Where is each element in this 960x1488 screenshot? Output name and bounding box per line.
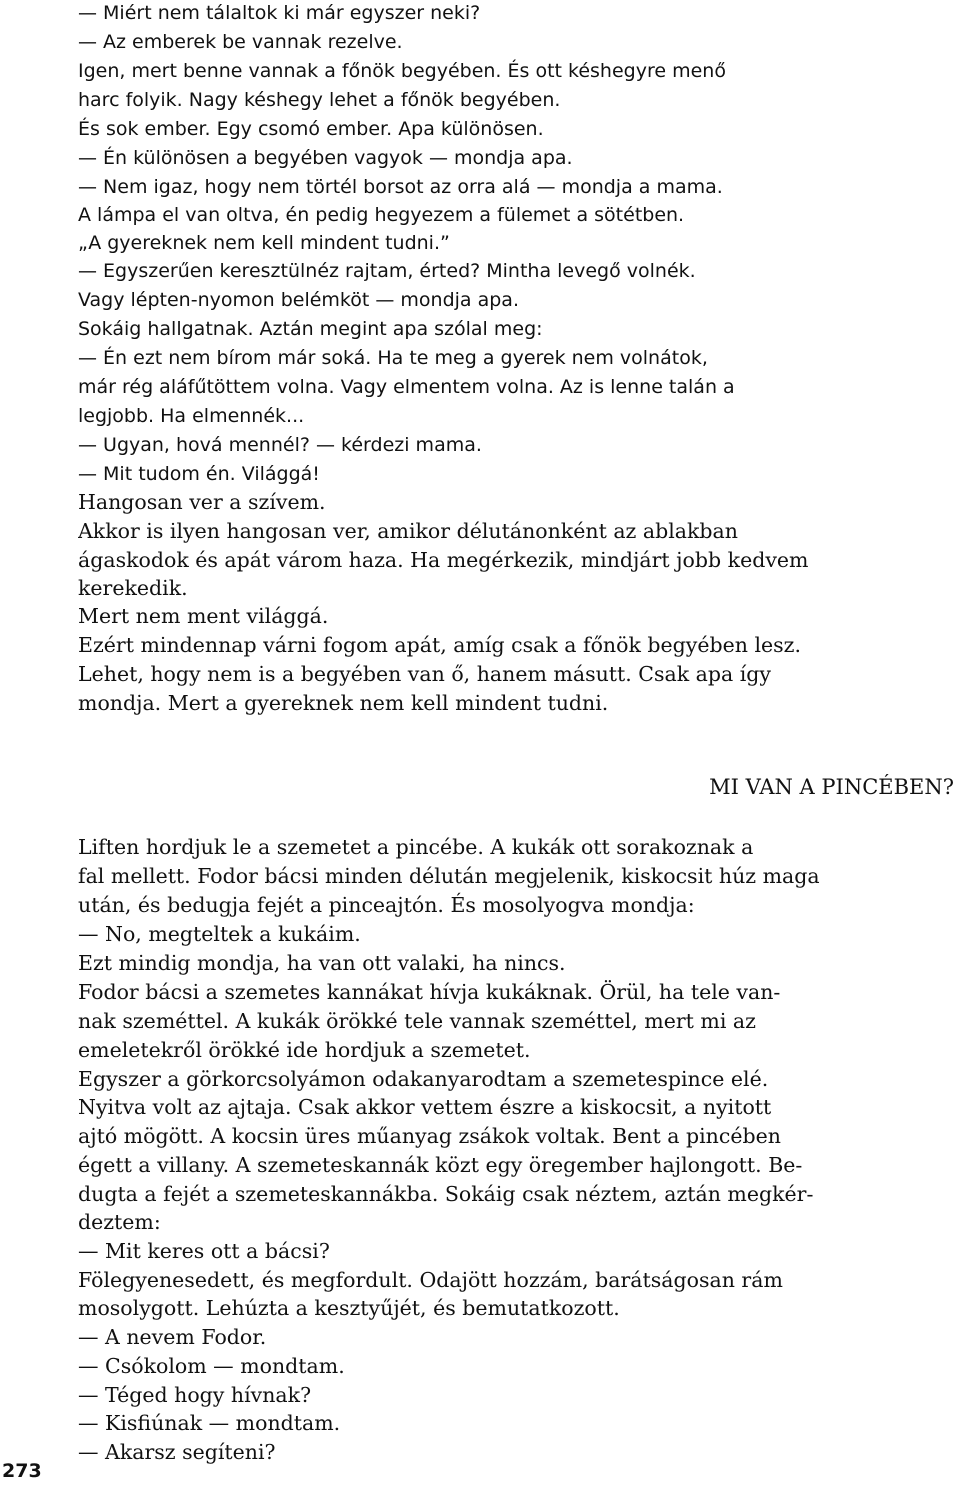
- text-line: „A gyereknek nem kell mindent tudni.”: [78, 232, 450, 254]
- text-line: — No, megteltek a kukáim.: [78, 922, 361, 946]
- text-line: mondja. Mert a gyereknek nem kell mindent tudni.: [78, 691, 609, 715]
- text-line: deztem:: [78, 1210, 161, 1234]
- text-line: — Akarsz segíteni?: [78, 1440, 276, 1464]
- text-line: — Én ezt nem bírom már soká. Ha te meg a gyerek nem volnátok,: [78, 347, 708, 369]
- text-line: nak szeméttel. A kukák örökké tele vannak szeméttel, mert mi az: [78, 1009, 756, 1033]
- text-line: — Nem igaz, hogy nem törtél borsot az orra alá — mondja a mama.: [78, 176, 723, 198]
- section-title: MI VAN A PINCÉBEN?: [709, 775, 954, 799]
- text-line: — Mit keres ott a bácsi?: [78, 1239, 330, 1263]
- text-line: A lámpa el van oltva, én pedig hegyezem a fülemet a sötétben.: [78, 204, 685, 226]
- text-line: — Kisfiúnak — mondtam.: [78, 1411, 341, 1435]
- text-line: emeletekről örökké ide hordjuk a szemetet.: [78, 1038, 531, 1062]
- text-line: Liften hordjuk le a szemetet a pincébe. A kukák ott sorakoznak a: [78, 835, 754, 859]
- text-line: — Téged hogy hívnak?: [78, 1383, 312, 1407]
- text-line: Akkor is ilyen hangosan ver, amikor délutánonként az ablakban: [78, 519, 738, 543]
- text-line: Ezért mindennap várni fogom apát, amíg csak a főnök begyében lesz.: [78, 633, 801, 657]
- text-line: már rég aláfűtöttem volna. Vagy elmentem volna. Az is lenne talán a: [78, 376, 735, 398]
- text-line: Egyszer a görkorcsolyámon odakanyarodtam a szemetespince elé.: [78, 1067, 769, 1091]
- text-line: Mert nem ment világgá.: [78, 604, 329, 628]
- text-line: Fölegyenesedett, és megfordult. Odajött hozzám, barátságosan rám: [78, 1268, 783, 1292]
- text-line: — Miért nem tálaltok ki már egyszer neki?: [78, 2, 481, 24]
- text-line: legjobb. Ha elmennék...: [78, 405, 305, 427]
- text-line: Lehet, hogy nem is a begyében van ő, hanem másutt. Csak apa így: [78, 662, 772, 686]
- text-line: — A nevem Fodor.: [78, 1325, 267, 1349]
- text-line: Igen, mert benne vannak a főnök begyében. És ott késhegyre menő: [78, 60, 726, 82]
- text-line: — Ugyan, hová mennél? — kérdezi mama.: [78, 434, 482, 456]
- text-line: Hangosan ver a szívem.: [78, 490, 326, 514]
- text-line: — Az emberek be vannak rezelve.: [78, 31, 403, 53]
- text-line: — Csókolom — mondtam.: [78, 1354, 345, 1378]
- text-line: égett a villany. A szemeteskannák közt egy öregember hajlongott. Be-: [78, 1153, 803, 1177]
- text-line: után, és bedugja fejét a pinceajtón. És mosolyogva mondja:: [78, 893, 695, 917]
- page-number: 273: [2, 1460, 42, 1482]
- text-line: fal mellett. Fodor bácsi minden délután megjelenik, kiskocsit húz maga: [78, 864, 820, 888]
- text-line: Fodor bácsi a szemetes kannákat hívja kukáknak. Örül, ha tele van-: [78, 980, 781, 1004]
- text-line: Vagy lépten-nyomon belémköt — mondja apa.: [78, 289, 519, 311]
- text-line: — Egyszerűen keresztülnéz rajtam, érted? Mintha levegő volnék.: [78, 260, 696, 282]
- text-line: ágaskodok és apát várom haza. Ha megérkezik, mindjárt jobb kedvem: [78, 548, 809, 572]
- text-line: Sokáig hallgatnak. Aztán megint apa szólal meg:: [78, 318, 543, 340]
- text-line: — Mit tudom én. Világgá!: [78, 463, 320, 485]
- text-line: harc folyik. Nagy késhegy lehet a főnök begyében.: [78, 89, 561, 111]
- text-line: dugta a fejét a szemeteskannákba. Sokáig csak néztem, aztán megkér-: [78, 1182, 814, 1206]
- text-line: kerekedik.: [78, 576, 188, 600]
- text-line: Ezt mindig mondja, ha van ott valaki, ha nincs.: [78, 951, 566, 975]
- text-line: Nyitva volt az ajtaja. Csak akkor vettem észre a kiskocsit, a nyitott: [78, 1095, 772, 1119]
- text-line: ajtó mögött. A kocsin üres műanyag zsákok voltak. Bent a pincében: [78, 1124, 781, 1148]
- text-line: És sok ember. Egy csomó ember. Apa különösen.: [78, 118, 544, 140]
- text-line: mosolygott. Lehúzta a kesztyűjét, és bemutatkozott.: [78, 1296, 620, 1320]
- text-line: — Én különösen a begyében vagyok — mondja apa.: [78, 147, 573, 169]
